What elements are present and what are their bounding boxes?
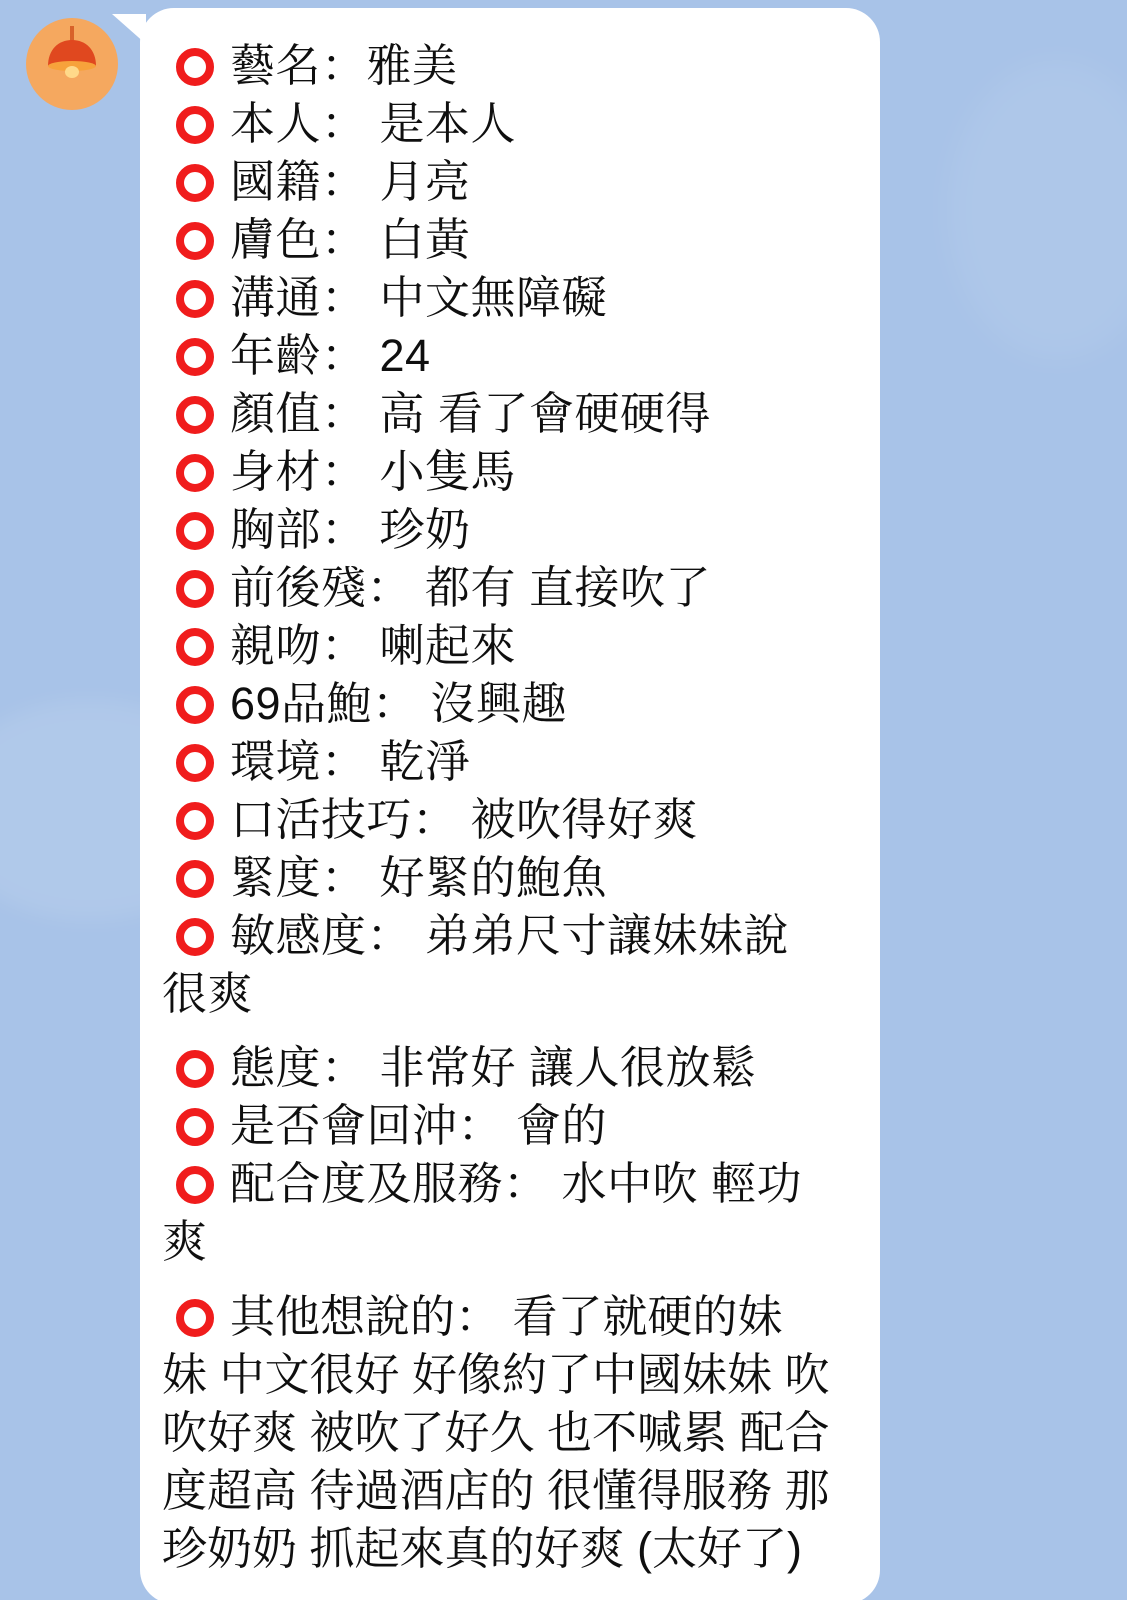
avatar[interactable] xyxy=(26,18,118,110)
circle-bullet-icon xyxy=(176,338,214,376)
list-item xyxy=(162,502,858,558)
list-item-text: 親吻： 喇起來 xyxy=(230,620,517,671)
list-item-text: 藝名：雅美 xyxy=(230,40,458,91)
list-item xyxy=(162,734,858,790)
circle-bullet-icon xyxy=(176,396,214,434)
list-item-text: 配合度及服務： 水中吹 輕功 xyxy=(230,1158,803,1209)
list-item-text: 態度： 非常好 讓人很放鬆 xyxy=(230,1042,757,1093)
list-item xyxy=(162,676,858,732)
list-item xyxy=(162,96,858,152)
circle-bullet-icon xyxy=(176,1299,214,1337)
circle-bullet-icon xyxy=(176,918,214,956)
list-item-continuation xyxy=(162,1214,858,1270)
list-item-text: 環境： 乾淨 xyxy=(230,736,471,787)
circle-bullet-icon xyxy=(176,512,214,550)
list-item xyxy=(162,38,858,94)
list-item xyxy=(162,618,858,674)
circle-bullet-icon xyxy=(176,454,214,492)
circle-bullet-icon xyxy=(176,628,214,666)
wallpaper-decoration xyxy=(947,60,1127,360)
circle-bullet-icon xyxy=(176,48,214,86)
list-item-text: 本人： 是本人 xyxy=(230,98,517,149)
circle-bullet-icon xyxy=(176,164,214,202)
message-bubble[interactable] xyxy=(140,8,880,1600)
list-item-text: 溝通： 中文無障礙 xyxy=(230,272,608,323)
circle-bullet-icon xyxy=(176,802,214,840)
list-item-text: 爽 xyxy=(162,1216,208,1267)
list-item xyxy=(162,386,858,442)
list-item xyxy=(162,850,858,906)
circle-bullet-icon xyxy=(176,570,214,608)
lamp-icon xyxy=(26,18,118,110)
list-item-text: 身材： 小隻馬 xyxy=(230,446,517,497)
list-item-continuation xyxy=(162,966,858,1022)
list-item xyxy=(162,328,858,384)
circle-bullet-icon xyxy=(176,860,214,898)
circle-bullet-icon xyxy=(176,686,214,724)
circle-bullet-icon xyxy=(176,1050,214,1088)
list-item xyxy=(162,1156,858,1212)
circle-bullet-icon xyxy=(176,1108,214,1146)
circle-bullet-icon xyxy=(176,222,214,260)
circle-bullet-icon xyxy=(176,106,214,144)
list-item-text: 膚色： 白黃 xyxy=(230,214,471,265)
circle-bullet-icon xyxy=(176,744,214,782)
list-item xyxy=(162,908,858,964)
final-paragraph-body: 妹 中文很好 好像約了中國妹妹 吹吹好爽 被吹了好久 也不喊累 配合度超高 待過酒店的 很懂得服務 那珍奶奶 抓起來真的好爽 (太好了) xyxy=(162,1349,830,1574)
list-item xyxy=(162,1040,858,1096)
list-item-text: 敏感度： 弟弟尺寸讓妹妹說 xyxy=(230,910,790,961)
list-item xyxy=(162,792,858,848)
list-item-text: 口活技巧： 被吹得好爽 xyxy=(230,794,699,845)
list-item-text: 顏值： 高 看了會硬硬得 xyxy=(230,388,712,439)
list-item-text: 緊度： 好緊的鮑魚 xyxy=(230,852,608,903)
list-item-text: 很爽 xyxy=(162,968,254,1019)
list-item xyxy=(162,270,858,326)
circle-bullet-icon xyxy=(176,1166,214,1204)
list-item xyxy=(162,1098,858,1154)
list-item xyxy=(162,560,858,616)
final-paragraph-first-line: 其他想說的： 看了就硬的妹 xyxy=(230,1291,783,1342)
list-item-text: 前後殘： 都有 直接吹了 xyxy=(230,562,712,613)
list-item xyxy=(162,212,858,268)
list-item-text: 胸部： 珍奶 xyxy=(230,504,471,555)
list-item-text: 年齡： 24 xyxy=(230,330,431,381)
list-item-text: 是否會回沖： 會的 xyxy=(230,1100,608,1151)
circle-bullet-icon xyxy=(176,280,214,318)
final-paragraph xyxy=(162,1288,858,1578)
list-item-text: 69品鮑： 沒興趣 xyxy=(230,678,568,729)
list-item xyxy=(162,444,858,500)
list-item-text: 國籍： 月亮 xyxy=(230,156,471,207)
list-item xyxy=(162,154,858,210)
